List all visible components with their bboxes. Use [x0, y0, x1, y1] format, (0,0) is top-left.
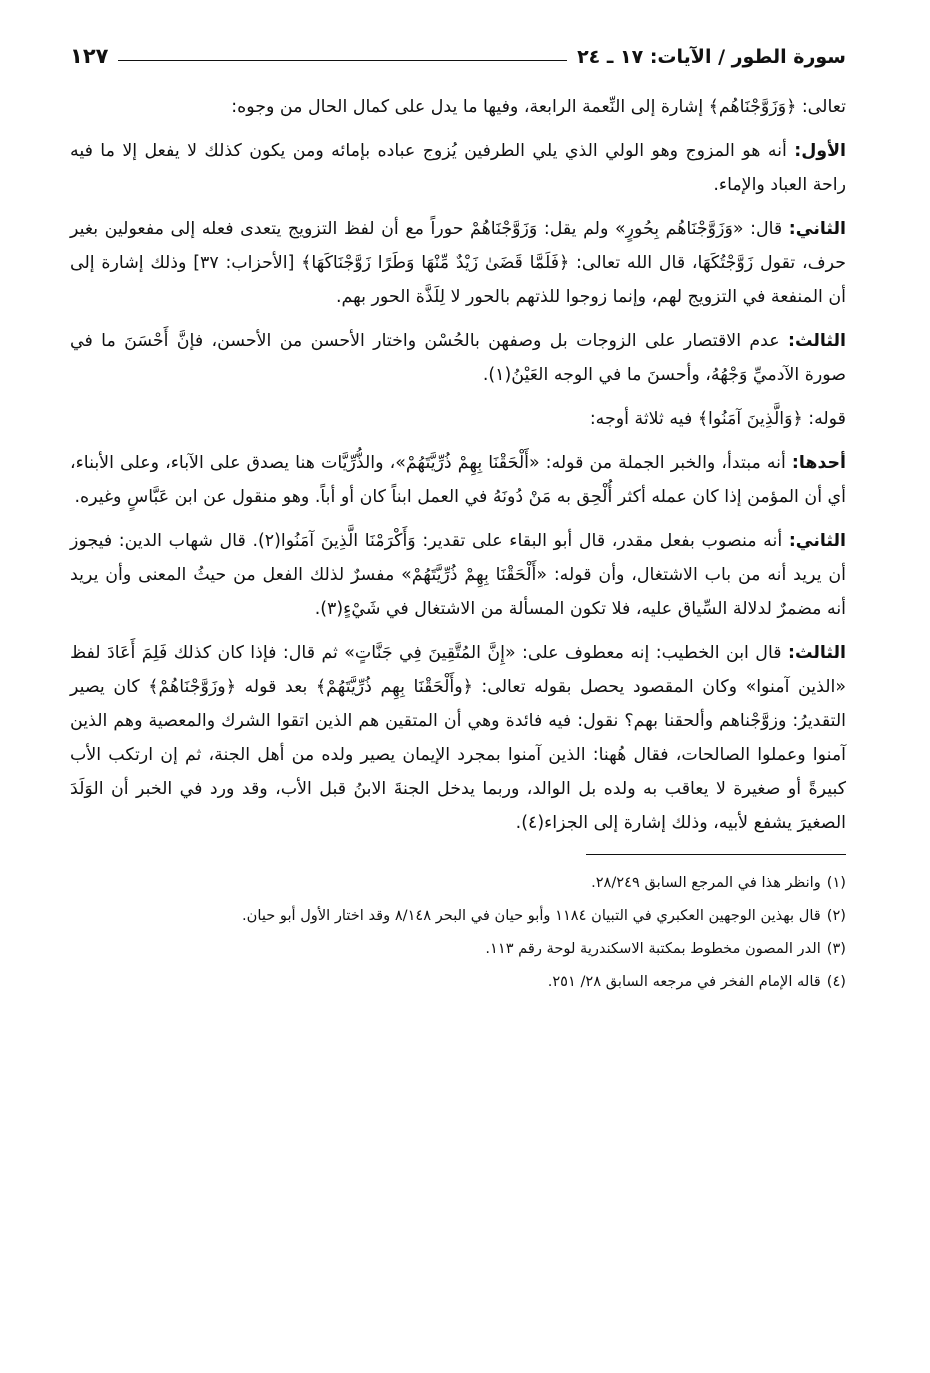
paragraph-text: تعالى: ﴿وَزَوَّجْنَاهُم﴾ إشارة إلى النِّعمة الرابعة، وفيها ما يدل على كمال الحال من وجوه: — [231, 97, 846, 117]
footnote-text: وانظر هذا في المرجع السابق ٢٨/٢٤٩. — [591, 874, 821, 891]
footnote-3 — [70, 935, 846, 962]
paragraph-text: عدم الاقتصار على الزوجات بل وصفهن بالحُسْن واختار الأحسن من الأحسن، فإنَّ أَحْسَنَ ما في صورة الآدميِّ وَجْهُهُ، وأحسنَ ما في الوجه العَيْنُ(١). — [70, 331, 846, 385]
paragraph-text: أنه منصوب بفعل مقدر، قال أبو البقاء على تقدير: وَأَكْرَمْنَا الَّذِينَ آمَنُوا(٢). قال شهاب الدين: فيجوز أن يريد أنه من باب الاشتغال، وأن قوله: «أَلْحَقْنَا بِهِمْ ذُرِّيَّتَهُمْ» مفسرٌ لذلك الفعل من حيثُ المعنى وأن يريد أنه مضمرٌ لدلالة السِّياق عليه، فلا تكون المسألة من الاشتغال في شَيْءٍ(٣). — [70, 531, 846, 619]
running-title: سورة الطور / الآيات: ١٧ ـ ٢٤ — [577, 46, 846, 68]
paragraph-3 — [70, 212, 846, 314]
paragraph-2 — [70, 134, 846, 202]
paragraph-text: قال ابن الخطيب: إنه معطوف على: «إِنَّ المُتَّقِينَ فِي جَنَّاتٍ» ثم قال: فإذا كان كذلك فَلِمَ أَعَادَ لفظ «الذين آمنوا» وكان المقصود يحصل بقوله تعالى: ﴿وأَلْحَقْنَا بِهِم ذُرِّيَّتَهُمْ﴾ بعد قوله ﴿وزَوَّجْنَاهُمْ﴾ كان يصير التقديرُ: وزوَّجْناهم وألحقنا بهم؟ نقول: فيه فائدة وهي أن المتقين هم الذين اتقوا الشرك والمعصية وهم الذين آمنوا وعملوا الصالحات، فقال هُهنا: الذين آمنوا بمجرد الإيمان يصير ولده من أهل الجنة، ثم إن ارتكب الأب كبيرةً أو صغيرة لا يعاقب به ولده بل الوالد، وربما يدخل الجنةَ الابنُ قبل الأب، وقد ورد في الخبر أن الوَلَدَ الصغيرَ يشفع لأبيه، وذلك إشارة إلى الجزاء(٤). — [70, 643, 846, 833]
footnote-4 — [70, 968, 846, 995]
paragraph-8 — [70, 636, 846, 840]
footnote-number: (٢) — [826, 907, 846, 924]
paragraph-text: أنه هو المزوج وهو الولي الذي يلي الطرفين يُزوج عباده بإمائه ومن يكون كذلك لا يفعل إلا ما فيه راحة العباد والإماء. — [70, 141, 846, 195]
book-page — [70, 34, 846, 1001]
paragraph-text: قوله: ﴿وَالَّذِينَ آمَنُوا﴾ فيه ثلاثة أوجه: — [589, 409, 846, 429]
header-rule — [118, 60, 567, 61]
paragraph-lead: الثاني: — [788, 219, 846, 239]
paragraph-text: أنه مبتدأ، والخبر الجملة من قوله: «أَلْحَقْنَا بِهِمْ ذُرِّيَّتَهُمْ»، والذُّرِّيَّات هنا يصدق على الآباء، وعلى الأبناء، أي أن المؤمن إذا كان عمله أكثر أُلْحِق به مَنْ دُونَهُ في العمل ابناً كان أو أباً. وهو منقول عن ابن عَبَّاسٍ وغيره. — [70, 453, 846, 507]
footnotes — [70, 869, 846, 995]
footnote-separator — [586, 854, 846, 855]
paragraph-lead: الأول: — [794, 141, 846, 161]
footnote-2 — [70, 902, 846, 929]
paragraph-5 — [70, 402, 846, 436]
paragraph-lead: أحدها: — [791, 453, 846, 473]
paragraph-lead: الثالث: — [787, 331, 846, 351]
footnote-number: (٤) — [826, 973, 846, 990]
paragraph-text: قال: «وَزَوَّجْنَاهُم بِحُورٍ» ولم يقل: وَزَوَّجْنَاهُمْ حوراً مع أن لفظ التزويج يتعدى فعله إلى مفعولين بغير حرف، تقول زَوَّجْتُكَهَا، قال الله تعالى: ﴿فَلَمَّا قَضَىٰ زَيْدٌ مِّنْهَا وَطَرًا زَوَّجْنَاكَهَا﴾ [الأحزاب: ٣٧] وذلك إشارة إلى أن المنفعة في التزويج لهم، وإنما زوجوا للذتهم بالحور لا لِلَذَّة الحور بهم. — [70, 219, 846, 307]
main-text — [70, 90, 846, 840]
footnote-1 — [70, 869, 846, 896]
footnote-number: (٣) — [826, 940, 846, 957]
paragraph-4 — [70, 324, 846, 392]
page-header — [70, 34, 846, 68]
paragraph-1 — [70, 90, 846, 124]
footnote-number: (١) — [826, 874, 846, 891]
footnote-text: قال بهذين الوجهين العكبري في التبيان ١١٨٤ وأبو حيان في البحر ٨/١٤٨ وقد اختار الأول أبو حيان. — [242, 907, 821, 924]
paragraph-lead: الثالث: — [787, 643, 846, 663]
footnote-text: قاله الإمام الفخر في مرجعه السابق ٢٨/ ٢٥١. — [547, 973, 821, 990]
footnote-text: الدر المصون مخطوط بمكتبة الاسكندرية لوحة رقم ١١٣. — [485, 940, 821, 957]
page-number: ١٢٧ — [70, 44, 109, 68]
paragraph-lead: الثاني: — [788, 531, 847, 551]
paragraph-6 — [70, 446, 846, 514]
paragraph-7 — [70, 524, 846, 626]
